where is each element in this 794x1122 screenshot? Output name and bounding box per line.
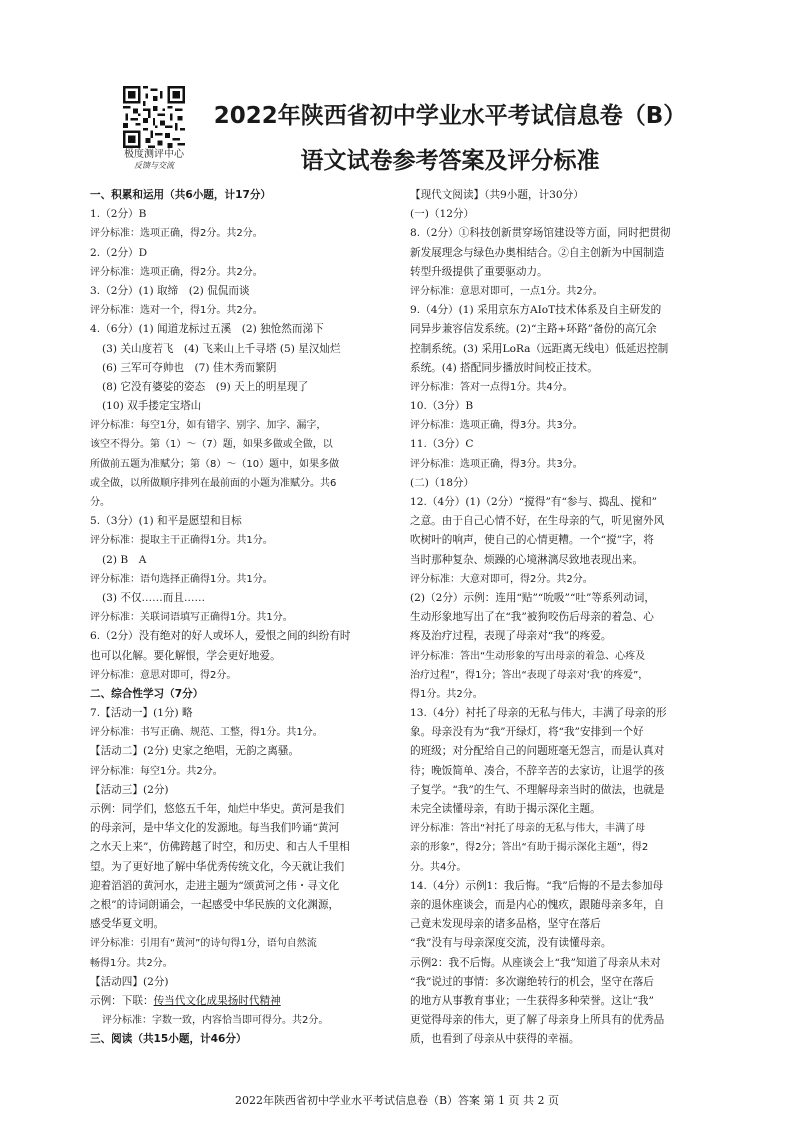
line-text: 13.（4分）衬托了母亲的无私与伟大，丰满了母亲的形 [410, 707, 667, 720]
line-text: (3) 不仅……而且…… [102, 591, 206, 604]
answer-line [90, 819, 412, 838]
line-text: 的母亲河，是中华文化的发源地。每当我们吟诵“黄河 [90, 822, 340, 835]
line-text: 己竟未发现母亲的诸多品格，坚守在落后 [410, 918, 601, 931]
scoring-standard-line [90, 608, 412, 627]
answer-line [90, 800, 412, 819]
line-text: 2.（2分）D [90, 246, 148, 259]
line-text: 评分标准：字数一致，内容恰当即可得分。共2分。 [102, 1015, 329, 1027]
line-text: 未完全读懂母亲，有助于揭示深化主题。 [410, 803, 601, 815]
line-text: 待；晚饭简单、凑合，不辞辛苦的去家访，让退学的孩 [410, 764, 665, 777]
line-text: 评分标准：意思对即可，得2分。 [90, 669, 237, 681]
line-text: 9.（4分）(1) 采用京东方AIoT技术体系及自主研发的 [410, 304, 662, 317]
line-text: 8.（2分）①科技创新贯穿场馆建设等方面，同时把贯彻 [410, 227, 671, 240]
scoring-standard-line [90, 474, 412, 493]
line-text: 子复学。“我”的生气、不理解母亲当时的做法，也就是 [410, 783, 665, 796]
scoring-standard-line [90, 301, 412, 320]
scoring-standard-line [90, 455, 412, 474]
scoring-standard-line [90, 531, 412, 550]
line-text: 象。母亲没有为“我”开绿灯，将“我”安排到一个好 [410, 726, 644, 739]
answer-line [90, 512, 412, 531]
answer-line [410, 589, 728, 608]
answer-line [410, 205, 728, 224]
page-title: 2022年陕西省初中学业水平考试信息卷（B） [213, 103, 687, 129]
answer-line [410, 551, 728, 570]
answer-line [410, 762, 728, 781]
line-text: 系统。(4) 搭配同步播放时间校正技术。 [410, 361, 598, 374]
left-column [90, 186, 412, 1049]
answer-line [410, 896, 728, 915]
answer-line [90, 378, 412, 397]
line-text: 10.（3分）B [410, 400, 474, 413]
scoring-standard-line [90, 1011, 412, 1030]
scoring-standard-line [410, 858, 728, 877]
section-heading [90, 186, 412, 205]
line-text: 评分标准：语句选择正确得1分。共1分。 [90, 573, 273, 585]
scoring-standard-line [90, 493, 412, 512]
answer-line [90, 244, 412, 263]
answer-line [410, 493, 728, 512]
line-text: 吹树叶的响声，使自己的心情更糟。一个“搅”字，将 [410, 534, 654, 547]
line-text: 所做前五题为准赋分；第（8）～（10）题中，如果多做 [90, 458, 340, 470]
line-text: 示例：下联： [90, 994, 154, 1007]
answer-line [410, 301, 728, 320]
answer-line [410, 1030, 728, 1049]
answer-line [410, 800, 728, 819]
line-text: 更觉得母亲的伟大，更了解了母亲身上所具有的优秀品 [410, 1014, 665, 1027]
answer-line [410, 474, 728, 493]
line-text: 【活动二】(2分) 史家之绝唱，无韵之离骚。 [90, 745, 300, 758]
line-text: 评分标准：关联词语填写正确得1分。共1分。 [90, 612, 293, 624]
line-text: 该空不得分。第（1）～（7）题，如果多做或全做，以 [90, 439, 333, 451]
answer-line [410, 359, 728, 378]
answer-line [410, 627, 728, 646]
line-text: 畅得1分。共2分。 [90, 957, 173, 969]
scoring-standard-line [410, 455, 728, 474]
answer-line [410, 263, 728, 282]
line-text: 之意。由于自己心情不好，在生母亲的气，听见窗外风 [410, 515, 665, 528]
line-text: “我”没有与母亲深度交流，没有读懂母亲。 [410, 937, 612, 950]
answer-line [410, 723, 728, 742]
answer-line [90, 359, 412, 378]
line-text: 【活动三】(2分) [90, 783, 169, 796]
underlined-answer: 传当代文化成果扬时代精神 [153, 994, 281, 1007]
line-text: 分。 [90, 497, 110, 508]
qr-block [116, 86, 192, 171]
line-text: 当时那种复杂、烦躁的心境淋漓尽致地表现出来。 [410, 553, 644, 566]
line-text: 质，也看到了母亲从中获得的幸福。 [410, 1033, 580, 1046]
scoring-standard-line [410, 282, 728, 301]
scoring-standard-line [410, 838, 728, 857]
answer-line [410, 934, 728, 953]
page-subtitle: 语文试卷参考答案及评分标准 [300, 148, 600, 174]
answer-line [90, 205, 412, 224]
answer-line [410, 397, 728, 416]
answer-line [410, 992, 728, 1011]
line-text: “我”说过的事情：多次谢绝转行的机会，坚守在落后 [410, 975, 654, 988]
answer-line [90, 896, 412, 915]
scoring-standard-line [90, 762, 412, 781]
answer-line [90, 742, 412, 761]
line-text: 转型升级提供了重要驱动力。 [410, 265, 548, 278]
line-text: 疼及治疗过程，表现了母亲对“我”的疼爱。 [410, 630, 612, 643]
line-text: 控制系统。(3) 采用LoRa（远距离无线电）低延迟控制 [410, 342, 669, 355]
answer-line [90, 647, 412, 666]
answer-line [410, 340, 728, 359]
line-text: 14.（4分）示例1：我后悔。“我”后悔的不是去参加母 [410, 879, 664, 892]
scoring-standard-line [90, 416, 412, 435]
line-text: 之根”的诗词朗诵会，一起感受中华民族的文化渊源， [90, 898, 340, 911]
answer-line [410, 531, 728, 550]
answer-line [410, 704, 728, 723]
answer-line [410, 244, 728, 263]
line-text: 新发展理念与绿色办奥相结合。②自主创新为中国制造 [410, 246, 665, 259]
line-text: 亲的形象”，得2分；答出“有助于揭示深化主题”，得2 [410, 842, 649, 854]
answer-line [410, 877, 728, 896]
line-text: (10) 双手搂定宝塔山 [102, 400, 202, 413]
line-text: 评分标准：每空1分，如有错字、别字、加字、漏字， [90, 420, 327, 432]
line-text: 也可以化解。要化解恨，学会更好地爱。 [90, 649, 281, 662]
answer-line [90, 627, 412, 646]
answer-line [90, 838, 412, 857]
line-text: 6.（2分）没有绝对的好人或坏人，爱恨之间的纠纷有时 [90, 630, 351, 643]
answer-line [90, 704, 412, 723]
answer-line [90, 551, 412, 570]
line-text: 生动形象地写出了在“我”被狗咬伤后母亲的着急、心 [410, 611, 654, 624]
scoring-standard-line [410, 378, 728, 397]
answer-line [90, 340, 412, 359]
line-text: 评分标准：意思对即可，一点1分。共2分。 [410, 285, 603, 297]
line-text: 评分标准：每空1分。共2分。 [90, 765, 223, 777]
line-text: 示例2：我不后悔。从座谈会上“我”知道了母亲从未对 [410, 956, 661, 969]
scoring-standard-line [90, 435, 412, 454]
answer-line [90, 877, 412, 896]
scoring-standard-line [90, 934, 412, 953]
answer-line [410, 781, 728, 800]
scoring-standard-line [410, 647, 728, 666]
answer-line [410, 320, 728, 339]
answer-line [90, 781, 412, 800]
line-text: 评分标准：答对一点得1分。共4分。 [410, 381, 573, 393]
scoring-standard-line [90, 666, 412, 685]
scoring-standard-line [90, 570, 412, 589]
page-header [0, 0, 794, 185]
line-text: 得1分。共2分。 [410, 688, 483, 700]
line-text: (3) 关山度若飞 (4) 飞来山上千寻塔 (5) 星汉灿烂 [102, 342, 341, 355]
line-text: 5.（3分）(1) 和平是愿望和目标 [90, 515, 242, 528]
answer-line [410, 973, 728, 992]
line-text: 或全做，以所做顺序排列在最前面的小题为准赋分。共6 [90, 477, 337, 489]
answer-line [410, 512, 728, 531]
answer-line [90, 858, 412, 877]
answer-line [90, 282, 412, 301]
line-text: 4.（6分）(1) 闻道龙标过五溪 (2) 独怆然而涕下 [90, 323, 324, 336]
line-text: (8) 它没有婆娑的姿态 (9) 天上的明星现了 [102, 380, 309, 393]
section-heading [90, 685, 412, 704]
page-footer: 2022年陕西省初中学业水平考试信息卷（B）答案 第 1 页 共 2 页 [234, 1094, 560, 1107]
line-text: 评分标准：答出“生动形象的写出母亲的着急、心疼及 [410, 650, 646, 662]
answer-line [410, 435, 728, 454]
answer-line [410, 186, 728, 205]
line-text: 同异步兼容信发系统。(2)“主路+环路”备份的高冗余 [410, 323, 657, 336]
answer-line [90, 589, 412, 608]
scoring-standard-line [410, 685, 728, 704]
line-text: 望。为了更好地了解中华优秀传统文化，今天就让我们 [90, 860, 345, 873]
line-text: 评分标准：大意对即可，得2分。共2分。 [410, 573, 593, 585]
line-text: 3.（2分）(1) 取缔 (2) 侃侃而谈 [90, 284, 250, 297]
line-text: 一、积累和运用（共6小题，计17分） [90, 189, 272, 201]
answer-line [410, 224, 728, 243]
scoring-standard-line [410, 819, 728, 838]
line-text: 12.（4分）(1)（2分）“搅得”有“参与、捣乱、搅和” [410, 496, 658, 508]
answer-line [410, 1011, 728, 1030]
scoring-standard-line [90, 224, 412, 243]
line-text: 示例：同学们，悠悠五千年，灿烂中华史。黄河是我们 [90, 803, 345, 815]
line-text: 评分标准：答出“衬托了母亲的无私与伟大，丰满了母 [410, 823, 646, 835]
scoring-standard-line [410, 666, 728, 685]
line-text: 分。共4分。 [410, 861, 467, 873]
line-text: 评分标准：书写正确、规范、工整，得1分。共1分。 [90, 727, 323, 739]
line-text: 7.【活动一】(1分) 略 [90, 707, 193, 720]
scoring-standard-line [90, 263, 412, 282]
line-text: (2)（2分）示例：连用“贴”“吮吸”“吐”等系列动词， [410, 591, 655, 604]
line-text: 的班级；对分配给自己的问题班毫无怨言，而是认真对 [410, 745, 665, 758]
qr-sublabel: 反馈与交流 [134, 161, 174, 170]
line-text: 评分标准：选项正确，得3分。共3分。 [410, 420, 583, 432]
line-text: 11.（3分）C [410, 438, 474, 451]
line-text: 评分标准：选项正确，得2分。共2分。 [90, 266, 263, 278]
answer-line [90, 397, 412, 416]
answer-line [90, 320, 412, 339]
qr-code-icon [123, 86, 185, 148]
line-text: 三、阅读（共15小题，计46分） [90, 1033, 247, 1046]
line-text: 的地方从事教育事业；一生获得多种荣誉。这让“我” [410, 994, 654, 1007]
line-text: 1.（2分）B [90, 208, 147, 221]
line-text: 【活动四】(2分) [90, 975, 169, 988]
line-text: 评分标准：选项正确，得3分。共3分。 [410, 458, 583, 470]
answer-line [90, 973, 412, 992]
line-text: 迎着滔滔的黄河水，走进主题为“颂黄河之伟・寻文化 [90, 879, 340, 892]
scoring-standard-line [90, 723, 412, 742]
line-text: 二、综合性学习（7分） [90, 687, 204, 700]
answer-line [410, 954, 728, 973]
answer-line [90, 915, 412, 934]
scoring-standard-line [410, 416, 728, 435]
answer-line [410, 915, 728, 934]
answer-line [90, 992, 412, 1011]
line-text: 评分标准：引用有“黄河”的诗句得1分，语句自然流 [90, 938, 317, 950]
line-text: 之水天上来”，仿佛跨越了时空，和历史、和古人千里相 [90, 841, 350, 854]
line-text: (2) B A [102, 553, 147, 566]
line-text: 治疗过程”，得1分；答出“表现了母亲对‘我’的疼爱”， [410, 669, 649, 681]
line-text: 评分标准：提取主干正确得1分。共1分。 [90, 535, 273, 547]
right-column [410, 186, 728, 1049]
line-text: (二)（18分） [410, 476, 475, 489]
section-heading [90, 1030, 412, 1049]
line-text: 评分标准：选对一个，得1分。共2分。 [90, 305, 263, 317]
scoring-standard-line [410, 570, 728, 589]
qr-label: 极度测评中心 [124, 149, 184, 160]
answer-line [410, 608, 728, 627]
line-text: 亲的退休座谈会，而是内心的愧疚，跟随母亲多年，自 [410, 898, 665, 911]
line-text: 感受华夏文明。 [90, 918, 165, 931]
line-text: (一)（12分） [410, 208, 475, 221]
line-text: 评分标准：选项正确，得2分。共2分。 [90, 228, 263, 240]
answer-line [410, 742, 728, 761]
scoring-standard-line [90, 954, 412, 973]
line-text: (6) 三军可夺帅也 (7) 佳木秀而繁阴 [102, 361, 277, 374]
line-text: 【现代文阅读】（共9小题，计30分） [410, 189, 584, 201]
